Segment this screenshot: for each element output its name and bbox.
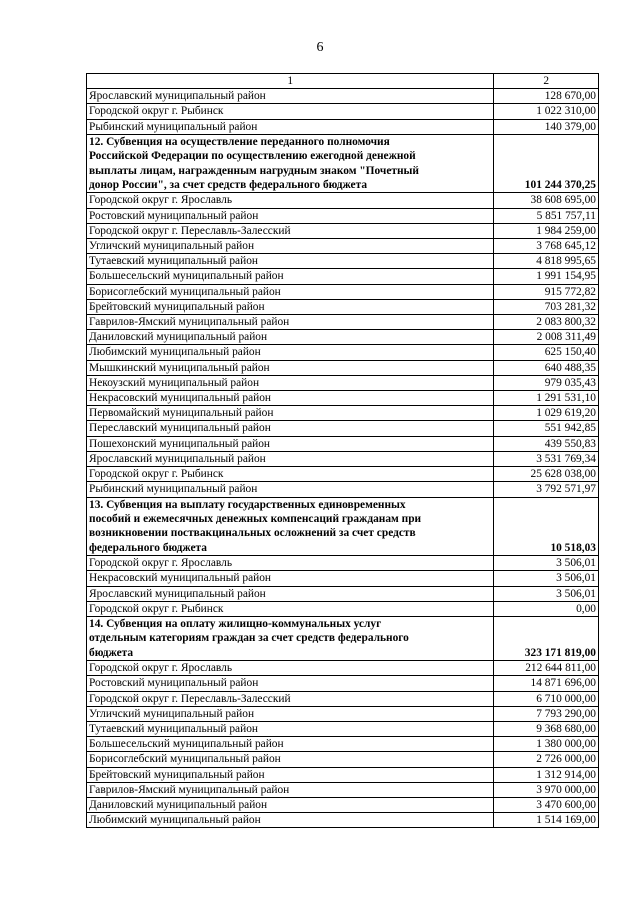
municipality-name: Даниловский муниципальный район — [87, 330, 494, 345]
amount-cell: 14 871 696,00 — [494, 676, 599, 691]
municipality-name: Некрасовский муниципальный район — [87, 571, 494, 586]
table-row — [87, 193, 599, 208]
table-row — [87, 467, 599, 482]
section-title-line: 13. Субвенция на выплату государственных единовременных — [89, 498, 406, 511]
amount-cell: 10 518,03 — [494, 497, 599, 556]
municipality-name: Любимский муниципальный район — [87, 813, 494, 828]
table-row — [87, 208, 599, 223]
municipality-name: Переславский муниципальный район — [87, 421, 494, 436]
amount-cell: 1 312 914,00 — [494, 767, 599, 782]
amount-cell: 640 488,35 — [494, 360, 599, 375]
municipality-name: Городской округ г. Ярославль — [87, 556, 494, 571]
section-title-line: федерального бюджета — [89, 541, 207, 554]
table-row — [87, 345, 599, 360]
section-title — [87, 134, 494, 193]
municipality-name: Некоузский муниципальный район — [87, 375, 494, 390]
municipality-name: Большесельский муниципальный район — [87, 269, 494, 284]
table-row — [87, 406, 599, 421]
table-row — [87, 451, 599, 466]
table-row — [87, 676, 599, 691]
table-row — [87, 269, 599, 284]
table-body — [87, 74, 599, 828]
section-title-line: возникновении поствакцинальных осложнений за счет средств — [89, 527, 416, 540]
municipality-name: Городской округ г. Ярославль — [87, 193, 494, 208]
amount-cell: 551 942,85 — [494, 421, 599, 436]
municipality-name: Угличский муниципальный район — [87, 239, 494, 254]
table-row — [87, 601, 599, 616]
municipality-name: Городской округ г. Переславль-Залесский — [87, 223, 494, 238]
amount-cell: 7 793 290,00 — [494, 706, 599, 721]
amount-cell: 1 029 619,20 — [494, 406, 599, 421]
municipality-name: Ярославский муниципальный район — [87, 89, 494, 104]
amount-cell: 3 970 000,00 — [494, 782, 599, 797]
table-row — [87, 284, 599, 299]
table-row — [87, 813, 599, 828]
amount-cell: 979 035,43 — [494, 375, 599, 390]
header-col-1: 1 — [87, 74, 494, 89]
municipality-name: Ростовский муниципальный район — [87, 208, 494, 223]
amount-cell: 128 670,00 — [494, 89, 599, 104]
section-row — [87, 134, 599, 193]
municipality-name: Тутаевский муниципальный район — [87, 254, 494, 269]
municipality-name: Городской округ г. Рыбинск — [87, 601, 494, 616]
amount-cell: 3 792 571,97 — [494, 482, 599, 497]
municipality-name: Даниловский муниципальный район — [87, 797, 494, 812]
municipality-name: Борисоглебский муниципальный район — [87, 284, 494, 299]
subsidy-table — [86, 73, 599, 828]
section-title-line: Российской Федерации по осуществлению ежегодной денежной — [89, 150, 416, 163]
amount-cell: 1 022 310,00 — [494, 104, 599, 119]
table-row — [87, 706, 599, 721]
municipality-name: Рыбинский муниципальный район — [87, 119, 494, 134]
municipality-name: Городской округ г. Рыбинск — [87, 467, 494, 482]
table-row — [87, 360, 599, 375]
amount-cell: 3 506,01 — [494, 586, 599, 601]
amount-cell: 323 171 819,00 — [494, 616, 599, 660]
municipality-name: Городской округ г. Рыбинск — [87, 104, 494, 119]
amount-cell: 9 368 680,00 — [494, 721, 599, 736]
amount-cell: 140 379,00 — [494, 119, 599, 134]
amount-cell: 2 726 000,00 — [494, 752, 599, 767]
table-row — [87, 721, 599, 736]
amount-cell: 915 772,82 — [494, 284, 599, 299]
amount-cell: 25 628 038,00 — [494, 467, 599, 482]
page-number: 6 — [316, 40, 324, 55]
table-row — [87, 482, 599, 497]
amount-cell: 3 768 645,12 — [494, 239, 599, 254]
amount-cell: 3 506,01 — [494, 556, 599, 571]
table-row — [87, 586, 599, 601]
table-row — [87, 421, 599, 436]
amount-cell: 1 514 169,00 — [494, 813, 599, 828]
section-title-line: 14. Субвенция на оплату жилищно-коммунальных услуг — [89, 617, 382, 630]
municipality-name: Рыбинский муниципальный район — [87, 482, 494, 497]
municipality-name: Ярославский муниципальный район — [87, 586, 494, 601]
amount-cell: 6 710 000,00 — [494, 691, 599, 706]
table-row — [87, 737, 599, 752]
amount-cell: 1 991 154,95 — [494, 269, 599, 284]
amount-cell: 2 083 800,32 — [494, 315, 599, 330]
municipality-name: Большесельский муниципальный район — [87, 737, 494, 752]
table-row — [87, 661, 599, 676]
municipality-name: Брейтовский муниципальный район — [87, 767, 494, 782]
section-title — [87, 616, 494, 660]
municipality-name: Мышкинский муниципальный район — [87, 360, 494, 375]
section-row — [87, 497, 599, 556]
amount-cell: 0,00 — [494, 601, 599, 616]
section-row — [87, 616, 599, 660]
municipality-name: Пошехонский муниципальный район — [87, 436, 494, 451]
municipality-name: Борисоглебский муниципальный район — [87, 752, 494, 767]
amount-cell: 4 818 995,65 — [494, 254, 599, 269]
municipality-name: Любимский муниципальный район — [87, 345, 494, 360]
header-col-2: 2 — [494, 74, 599, 89]
section-title-line: выплаты лицам, награжденным нагрудным знаком "Почетный — [89, 164, 419, 177]
table-row — [87, 691, 599, 706]
municipality-name: Ростовский муниципальный район — [87, 676, 494, 691]
table-row — [87, 752, 599, 767]
municipality-name: Первомайский муниципальный район — [87, 406, 494, 421]
amount-cell: 439 550,83 — [494, 436, 599, 451]
table-row — [87, 375, 599, 390]
table-row — [87, 299, 599, 314]
amount-cell: 38 608 695,00 — [494, 193, 599, 208]
amount-cell: 5 851 757,11 — [494, 208, 599, 223]
table-row — [87, 119, 599, 134]
table-row — [87, 315, 599, 330]
table-row — [87, 254, 599, 269]
table-row — [87, 239, 599, 254]
table-row — [87, 782, 599, 797]
section-title-line: отдельным категориям граждан за счет средств федерального — [89, 632, 409, 645]
municipality-name: Некрасовский муниципальный район — [87, 391, 494, 406]
table-row — [87, 104, 599, 119]
table-row — [87, 330, 599, 345]
section-title-line: бюджета — [89, 646, 134, 659]
section-title-line: пособий и ежемесячных денежных компенсаций гражданам при — [89, 512, 422, 525]
municipality-name: Брейтовский муниципальный район — [87, 299, 494, 314]
municipality-name: Гаврилов-Ямский муниципальный район — [87, 782, 494, 797]
amount-cell: 2 008 311,49 — [494, 330, 599, 345]
table-row — [87, 436, 599, 451]
municipality-name: Ярославский муниципальный район — [87, 451, 494, 466]
section-title — [87, 497, 494, 556]
municipality-name: Городской округ г. Переславль-Залесский — [87, 691, 494, 706]
amount-cell: 1 984 259,00 — [494, 223, 599, 238]
section-title-line: донор России", за счет средств федерального бюджета — [89, 179, 368, 192]
amount-cell: 703 281,32 — [494, 299, 599, 314]
amount-cell: 1 380 000,00 — [494, 737, 599, 752]
amount-cell: 3 506,01 — [494, 571, 599, 586]
section-title-line: 12. Субвенция на осуществление переданного полномочия — [89, 135, 390, 148]
table-row — [87, 556, 599, 571]
table-row — [87, 223, 599, 238]
table-row — [87, 391, 599, 406]
amount-cell: 1 291 531,10 — [494, 391, 599, 406]
table-row — [87, 89, 599, 104]
municipality-name: Угличский муниципальный район — [87, 706, 494, 721]
municipality-name: Тутаевский муниципальный район — [87, 721, 494, 736]
municipality-name: Городской округ г. Ярославль — [87, 661, 494, 676]
table-row — [87, 767, 599, 782]
amount-cell: 101 244 370,25 — [494, 134, 599, 193]
header-row — [87, 74, 599, 89]
amount-cell: 212 644 811,00 — [494, 661, 599, 676]
table-row — [87, 797, 599, 812]
amount-cell: 3 470 600,00 — [494, 797, 599, 812]
amount-cell: 625 150,40 — [494, 345, 599, 360]
table-row — [87, 571, 599, 586]
amount-cell: 3 531 769,34 — [494, 451, 599, 466]
municipality-name: Гаврилов-Ямский муниципальный район — [87, 315, 494, 330]
